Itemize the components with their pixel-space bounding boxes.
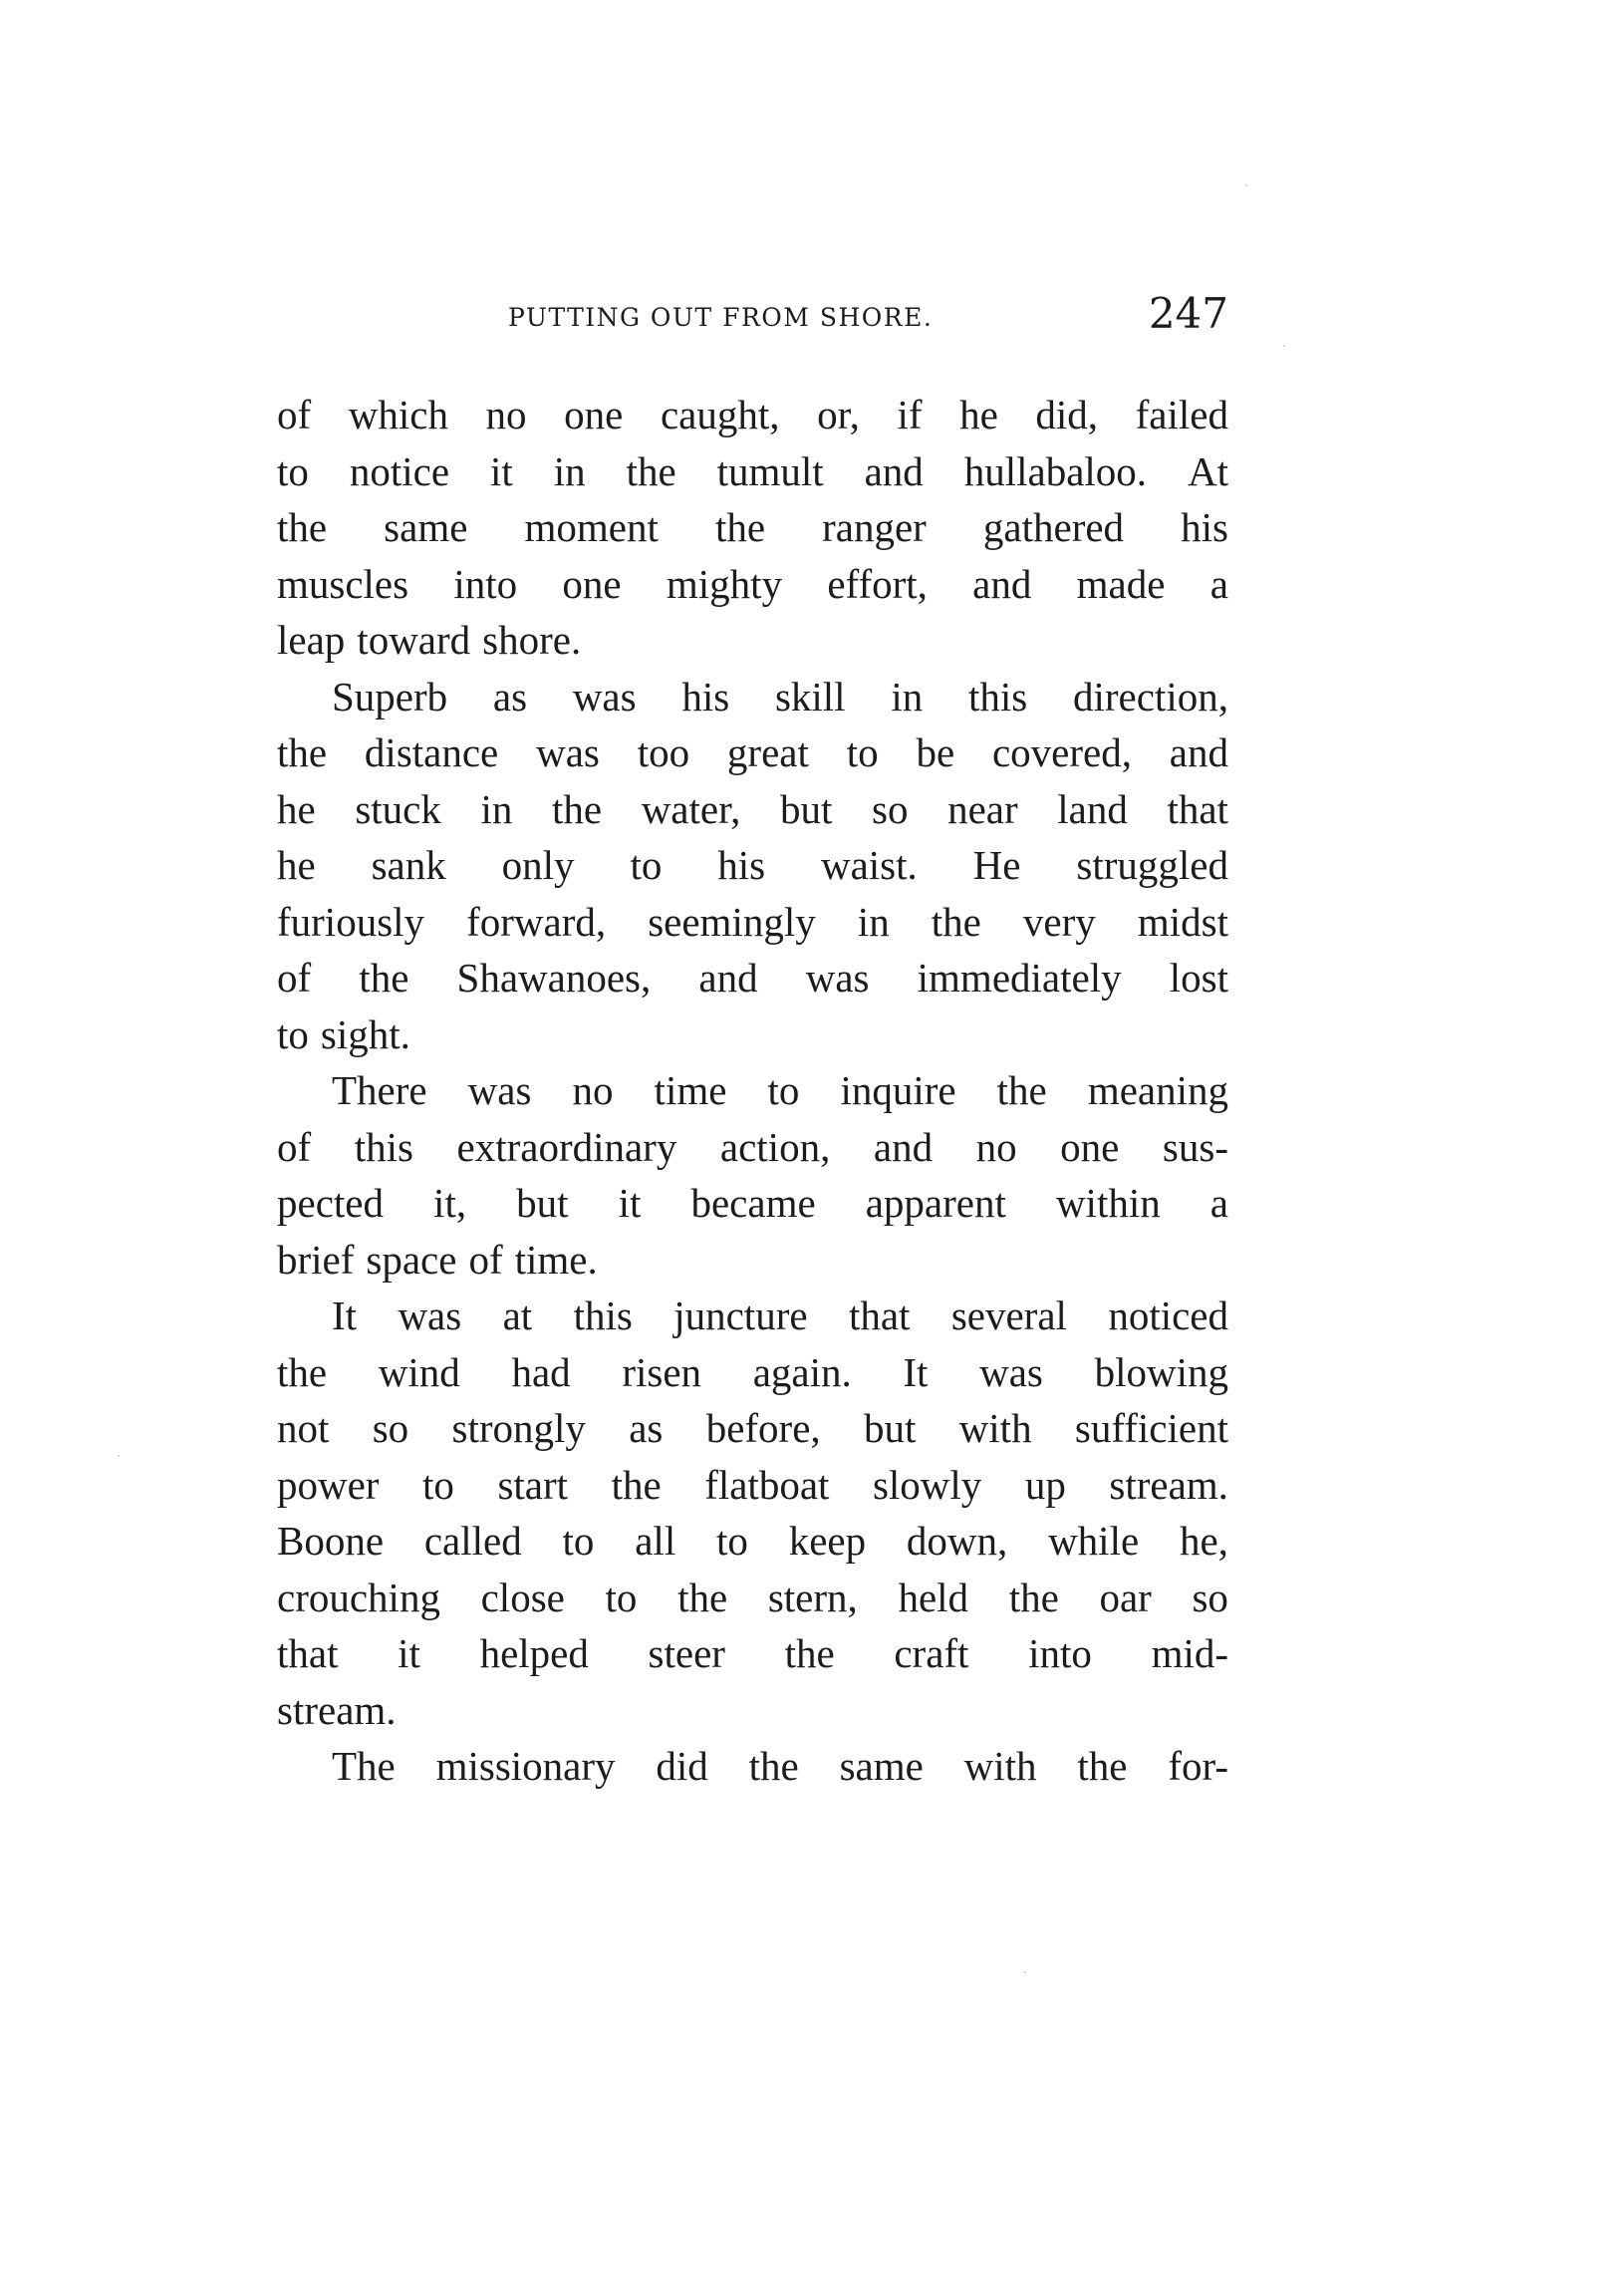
text-line: of which no one caught, or, if he did, failed bbox=[277, 392, 1228, 437]
text-line: crouching close to the stern, held the oar so bbox=[277, 1574, 1228, 1620]
text-line: not so strongly as before, but with sufficient bbox=[277, 1405, 1228, 1451]
text-line: It was at this juncture that several noticed bbox=[332, 1292, 1228, 1338]
text-line: There was no time to inquire the meaning bbox=[332, 1067, 1228, 1113]
text-line: the wind had risen again. It was blowing bbox=[277, 1348, 1228, 1395]
text-line: The missionary did the same with the for- bbox=[332, 1743, 1228, 1789]
text-line: stream. bbox=[277, 1686, 397, 1733]
page-number: 247 bbox=[1148, 289, 1228, 338]
text-line: of the Shawanoes, and was immediately lost bbox=[277, 955, 1228, 1001]
text-line: muscles into one mighty effort, and made a bbox=[277, 560, 1228, 607]
paper-speck bbox=[1283, 345, 1285, 347]
text-line: to notice it in the tumult and hullabaloo. At bbox=[277, 447, 1228, 494]
paper-speck bbox=[1024, 1971, 1026, 1973]
running-head bbox=[277, 289, 1228, 359]
paper-speck bbox=[118, 1455, 120, 1457]
text-line: that it helped steer the craft into mid- bbox=[277, 1630, 1228, 1676]
text-line: leap toward shore. bbox=[277, 617, 582, 663]
text-line: the same moment the ranger gathered his bbox=[277, 504, 1228, 550]
text-line: Boone called to all to keep down, while he, bbox=[277, 1518, 1228, 1564]
text-line: pected it, but it became apparent within a bbox=[277, 1180, 1228, 1226]
paper-speck bbox=[1245, 184, 1247, 186]
running-title: PUTTING OUT FROM SHORE. bbox=[508, 303, 934, 332]
body-text bbox=[277, 387, 1228, 1795]
text-line: the distance was too great to be covered, and bbox=[277, 729, 1228, 775]
text-line: of this extraordinary action, and no one sus- bbox=[277, 1123, 1228, 1170]
text-line: he sank only to his waist. He struggled bbox=[277, 842, 1228, 888]
text-line: power to start the flatboat slowly up stream. bbox=[277, 1461, 1228, 1508]
text-line: Superb as was his skill in this direction, bbox=[332, 673, 1228, 719]
text-line: he stuck in the water, but so near land that bbox=[277, 785, 1228, 832]
text-line: brief space of time. bbox=[277, 1236, 598, 1283]
text-line: to sight. bbox=[277, 1010, 410, 1057]
text-line: furiously forward, seemingly in the very midst bbox=[277, 898, 1228, 945]
